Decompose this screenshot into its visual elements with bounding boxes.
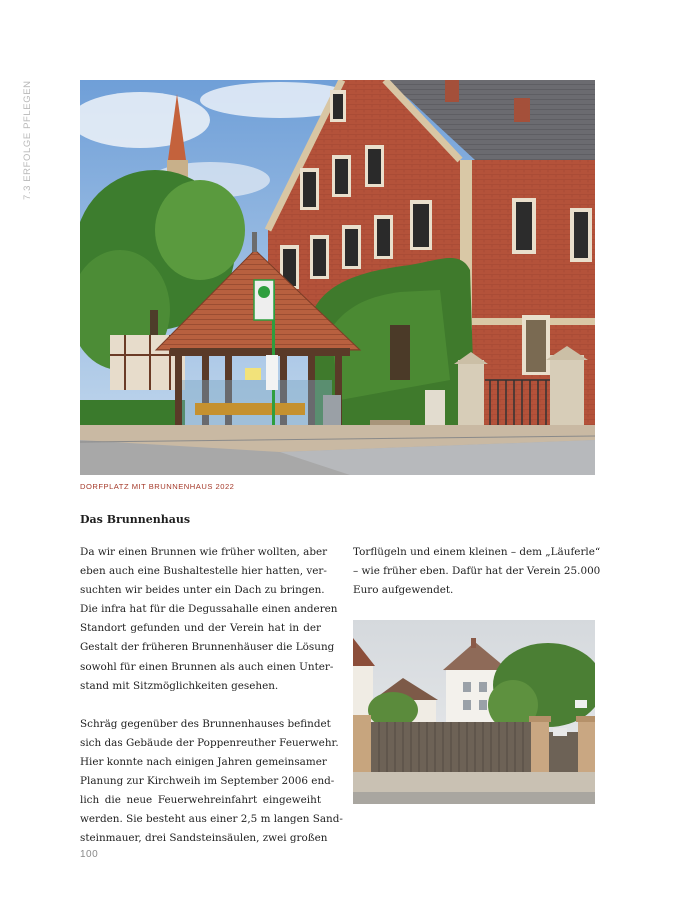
text-line: werden. Sie besteht aus einer 2,5 m langen Sand- [80, 813, 343, 826]
text-line: eben auch eine Bushaltestelle hier hatten, ver- [80, 565, 327, 578]
text-line: Hier konnte nach einigen Jahren gemeinsamer [80, 755, 327, 768]
text-line: Gestalt der früheren Brunnenhäuser die Lösung [80, 641, 335, 654]
text-line: suchten wir beides unter ein Dach zu bringen. [80, 584, 325, 597]
fire-station-photo-illustration [353, 620, 595, 804]
photo-caption: DORFPLATZ MIT BRUNNENHAUS 2022 [80, 482, 235, 491]
fire-station-photo [353, 620, 595, 804]
text-line: Die infra hat für die Degussahalle einen anderen [80, 603, 338, 616]
text-line: Schräg gegenüber des Brunnenhauses befindet [80, 717, 331, 730]
text-line: – wie früher eben. Dafür hat der Verein 25.000 [353, 565, 601, 578]
main-photo-illustration [80, 80, 595, 475]
text-line: lich die neue Feuerwehreinfahrt eingeweiht [80, 794, 321, 807]
page-number: 100 [80, 849, 99, 860]
main-photo [80, 80, 595, 475]
text-line: Euro aufgewendet. [353, 584, 454, 597]
text-line: stand mit Sitzmöglichkeiten gesehen. [80, 679, 279, 692]
text-line: Standort gefunden und der Verein hat in der [80, 622, 321, 635]
left-column [80, 543, 343, 848]
text-line: steinmauer, drei Sandsteinsäulen, zwei großen [80, 832, 328, 845]
section-heading: Das Brunnenhaus [80, 513, 191, 526]
right-column [353, 543, 601, 600]
text-line: Da wir einen Brunnen wie früher wollten, aber [80, 546, 328, 558]
text-line: sowohl für einen Brunnen als auch einen Unter- [80, 660, 334, 673]
text-line: Planung zur Kirchweih im September 2006 end- [80, 775, 335, 788]
paragraph-well-house [80, 543, 338, 696]
paragraph-gate-continued [353, 543, 601, 600]
text-line: Torflügeln und einem kleinen – dem „Läuferle“ [353, 546, 601, 558]
paragraph-fire-station [80, 715, 343, 849]
text-line: sich das Gebäude der Poppenreuther Feuerwehr. [80, 736, 339, 749]
section-label: 7.3 ERFOLGE PFLEGEN [22, 80, 33, 200]
